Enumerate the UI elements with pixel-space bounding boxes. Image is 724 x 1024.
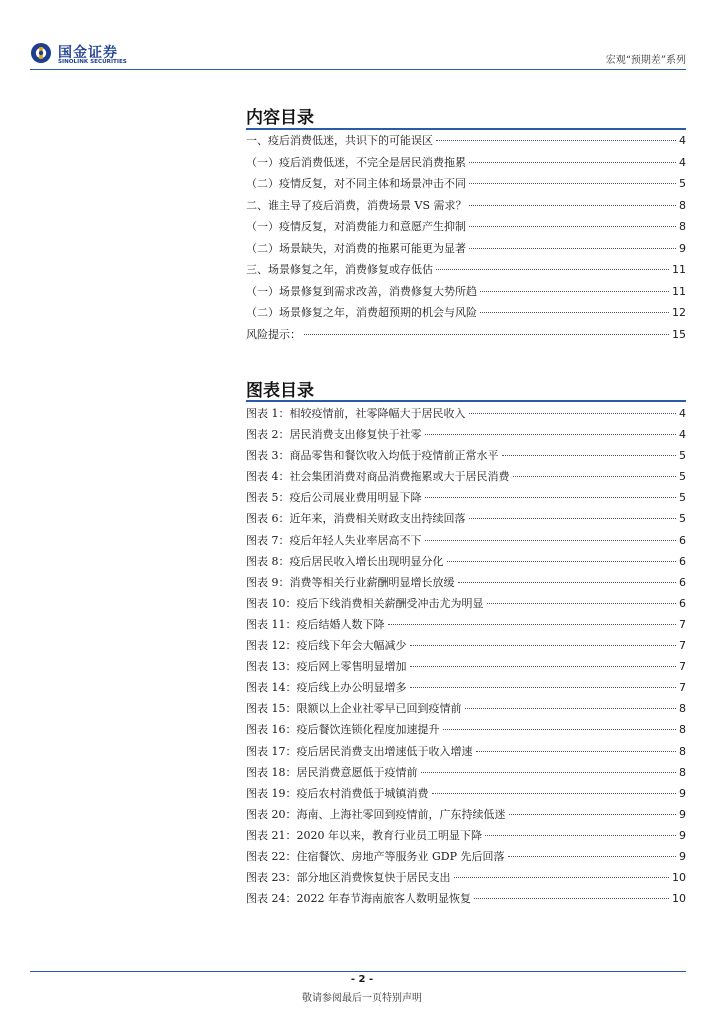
logo-text-cn: 国金证券 [58, 45, 118, 61]
contents-list [246, 130, 686, 345]
figure-entry-page: 6 [679, 575, 686, 589]
logo-text-en: SINOLINK SECURITIES [58, 59, 127, 65]
figure-entry-page: 9 [679, 849, 686, 863]
leader-dots [502, 455, 677, 456]
leader-dots [469, 183, 676, 184]
toc-entry[interactable] [246, 238, 686, 260]
figure-entry-page: 4 [679, 428, 686, 442]
leader-dots [425, 540, 677, 541]
figure-entry[interactable] [246, 572, 686, 593]
figure-entry[interactable] [246, 635, 686, 656]
figure-entry-page: 10 [672, 871, 686, 885]
figure-entry-page: 7 [679, 660, 686, 674]
toc-entry[interactable] [246, 195, 686, 217]
page-number: - 2 - [350, 974, 374, 985]
figure-entry[interactable] [246, 445, 686, 466]
figure-entry-page: 9 [679, 807, 686, 821]
leader-dots [432, 793, 677, 794]
figure-entry-label: 图表 11：疫后结婚人数下降 [246, 617, 385, 631]
leader-dots [485, 835, 676, 836]
figure-entry-label: 图表 9：消费等相关行业薪酬明显增长放缓 [246, 575, 455, 589]
figure-entry-page: 7 [679, 681, 686, 695]
figure-entry[interactable] [246, 825, 686, 846]
toc-entry-page: 4 [679, 134, 686, 147]
leader-dots [508, 856, 677, 857]
toc-entry-label: （一）疫情反复，对消费能力和意愿产生抑制 [246, 220, 466, 233]
leader-dots [474, 898, 669, 899]
figure-entry-page: 5 [679, 512, 686, 526]
leader-dots [436, 140, 676, 141]
toc-entry[interactable] [246, 216, 686, 238]
leader-dots [509, 814, 677, 815]
figure-entry-page: 6 [679, 554, 686, 568]
figure-entry-page: 9 [679, 786, 686, 800]
figure-entry-label: 图表 24：2022 年春节海南旅客人数明显恢复 [246, 892, 471, 906]
figure-entry-page: 7 [679, 639, 686, 653]
leader-dots [469, 226, 676, 227]
toc-entry[interactable] [246, 130, 686, 152]
toc-entry-page: 12 [672, 306, 686, 319]
figure-entry-label: 图表 8：疫后居民收入增长出现明显分化 [246, 554, 444, 568]
toc-entry-page: 5 [679, 177, 686, 190]
toc-entry-label: （一）场景修复到需求改善，消费修复大势所趋 [246, 284, 477, 298]
figure-entry[interactable] [246, 867, 686, 888]
leader-dots [469, 205, 676, 206]
leader-dots [465, 708, 677, 709]
figure-entry-label: 图表 12：疫后线下年会大幅减少 [246, 639, 407, 653]
report-series-label: 宏观“预期差”系列 [605, 55, 686, 66]
leader-dots [425, 497, 677, 498]
toc-entry-label: 二、谁主导了疫后消费，消费场景 VS 需求？ [246, 198, 467, 212]
figure-entry[interactable] [246, 403, 686, 424]
figure-entry-page: 8 [679, 744, 686, 758]
toc-entry-page: 11 [672, 263, 686, 276]
leader-dots [469, 248, 676, 249]
leader-dots [480, 312, 669, 313]
toc-entry[interactable] [246, 152, 686, 174]
toc-entry-label: （二）疫情反复，对不同主体和场景冲击不同 [246, 177, 466, 190]
leader-dots [410, 666, 677, 667]
figures-title: 图表目录 [246, 381, 314, 401]
figure-entry-label: 图表 6：近年来，消费相关财政支出持续回落 [246, 512, 466, 526]
figure-entry-page: 8 [679, 765, 686, 779]
leader-dots [388, 624, 677, 625]
toc-entry-label: 风险提示： [246, 327, 301, 341]
figure-entry[interactable] [246, 530, 686, 551]
footer-disclaimer: 敬请参阅最后一页特别声明 [302, 993, 422, 1004]
contents-title: 内容目录 [246, 108, 314, 128]
figure-entry-page: 10 [672, 892, 686, 906]
figure-entry[interactable] [246, 741, 686, 762]
figure-entry[interactable] [246, 846, 686, 867]
toc-entry[interactable] [246, 324, 686, 346]
figure-entry-label: 图表 2：居民消费支出修复快于社零 [246, 428, 422, 442]
toc-entry-page: 15 [672, 327, 686, 341]
toc-entry-label: （二）场景修复之年，消费超预期的机会与风险 [246, 306, 477, 319]
figure-entry[interactable] [246, 656, 686, 677]
figure-entry-page: 8 [679, 723, 686, 737]
figure-entry-label: 图表 19：疫后农村消费低于城镇消费 [246, 786, 429, 800]
figure-entry-label: 图表 10：疫后下线消费相关薪酬受冲击尤为明显 [246, 596, 484, 610]
figure-entry[interactable] [246, 487, 686, 508]
figures-title-rule [246, 400, 686, 402]
toc-entry-label: （二）场景缺失，对消费的拖累可能更为显著 [246, 241, 466, 255]
figure-entry-page: 8 [679, 702, 686, 716]
figure-entry[interactable] [246, 508, 686, 529]
figure-entry[interactable] [246, 783, 686, 804]
toc-entry-page: 9 [679, 241, 686, 255]
leader-dots [469, 413, 677, 414]
toc-entry[interactable] [246, 173, 686, 195]
figure-entry[interactable] [246, 466, 686, 487]
figure-entry-page: 5 [679, 470, 686, 484]
figure-entry-page: 9 [679, 828, 686, 842]
leader-dots [476, 751, 677, 752]
leader-dots [458, 582, 677, 583]
figure-entry-page: 6 [679, 533, 686, 547]
figures-list [246, 403, 686, 909]
toc-entry[interactable] [246, 259, 686, 281]
figure-entry-label: 图表 4：社会集团消费对商品消费拖累或大于居民消费 [246, 470, 510, 484]
figure-entry[interactable] [246, 888, 686, 909]
figure-entry-label: 图表 7：疫后年轻人失业率居高不下 [246, 533, 422, 547]
figure-entry-page: 5 [679, 449, 686, 463]
figure-entry-page: 5 [679, 491, 686, 505]
toc-entry-page: 8 [679, 198, 686, 212]
figure-entry-label: 图表 16：疫后餐饮连锁化程度加速提升 [246, 723, 440, 737]
leader-dots [480, 291, 669, 292]
figure-entry-page: 7 [679, 617, 686, 631]
figure-entry-label: 图表 1：相较疫情前，社零降幅大于居民收入 [246, 407, 466, 420]
figure-entry-label: 图表 5：疫后公司展业费用明显下降 [246, 491, 422, 505]
figure-entry-page: 4 [679, 407, 686, 420]
leader-dots [513, 476, 677, 477]
figure-entry-label: 图表 21：2020 年以来，教育行业员工明显下降 [246, 828, 482, 842]
company-logo [30, 40, 140, 70]
figure-entry-label: 图表 15：限额以上企业社零早已回到疫情前 [246, 702, 462, 716]
header-divider [30, 69, 686, 70]
figure-entry[interactable] [246, 593, 686, 614]
toc-entry-page: 11 [672, 284, 686, 298]
page-header [0, 0, 724, 70]
figure-entry-label: 图表 17：疫后居民消费支出增速低于收入增速 [246, 744, 473, 758]
figure-entry[interactable] [246, 762, 686, 783]
toc-entry[interactable] [246, 281, 686, 303]
leader-dots [425, 434, 677, 435]
sinolink-logo-icon [30, 42, 52, 64]
figure-entry[interactable] [246, 677, 686, 698]
leader-dots [410, 687, 677, 688]
figure-entry[interactable] [246, 614, 686, 635]
figure-entry[interactable] [246, 719, 686, 740]
toc-entry-label: （一）疫后消费低迷，不完全是居民消费拖累 [246, 155, 466, 169]
leader-dots [469, 518, 677, 519]
toc-entry-page: 4 [679, 155, 686, 169]
leader-dots [469, 162, 676, 163]
toc-entry[interactable] [246, 302, 686, 324]
leader-dots [447, 561, 677, 562]
figure-entry[interactable] [246, 698, 686, 719]
figure-entry-label: 图表 13：疫后网上零售明显增加 [246, 660, 407, 674]
figure-entry-label: 图表 23：部分地区消费恢复快于居民支出 [246, 871, 451, 885]
figure-entry-label: 图表 22：住宿餐饮、房地产等服务业 GDP 先后回落 [246, 849, 505, 863]
leader-dots [487, 603, 677, 604]
leader-dots [410, 645, 677, 646]
figure-entry-page: 6 [679, 596, 686, 610]
figure-entry[interactable] [246, 804, 686, 825]
leader-dots [443, 729, 677, 730]
figure-entry[interactable] [246, 551, 686, 572]
figure-entry-label: 图表 20：海南、上海社零回到疫情前，广东持续低迷 [246, 807, 506, 821]
leader-dots [421, 772, 677, 773]
leader-dots [304, 334, 669, 335]
figure-entry-label: 图表 14：疫后线上办公明显增多 [246, 681, 407, 695]
leader-dots [454, 877, 670, 878]
footer-divider [30, 971, 686, 972]
leader-dots [436, 269, 669, 270]
toc-entry-label: 一、疫后消费低迷，共识下的可能误区 [246, 134, 433, 147]
figure-entry[interactable] [246, 424, 686, 445]
toc-entry-page: 8 [679, 220, 686, 233]
figure-entry-label: 图表 18：居民消费意愿低于疫情前 [246, 765, 418, 779]
figure-entry-label: 图表 3：商品零售和餐饮收入均低于疫情前正常水平 [246, 449, 499, 463]
toc-entry-label: 三、场景修复之年，消费修复或存低估 [246, 263, 433, 276]
